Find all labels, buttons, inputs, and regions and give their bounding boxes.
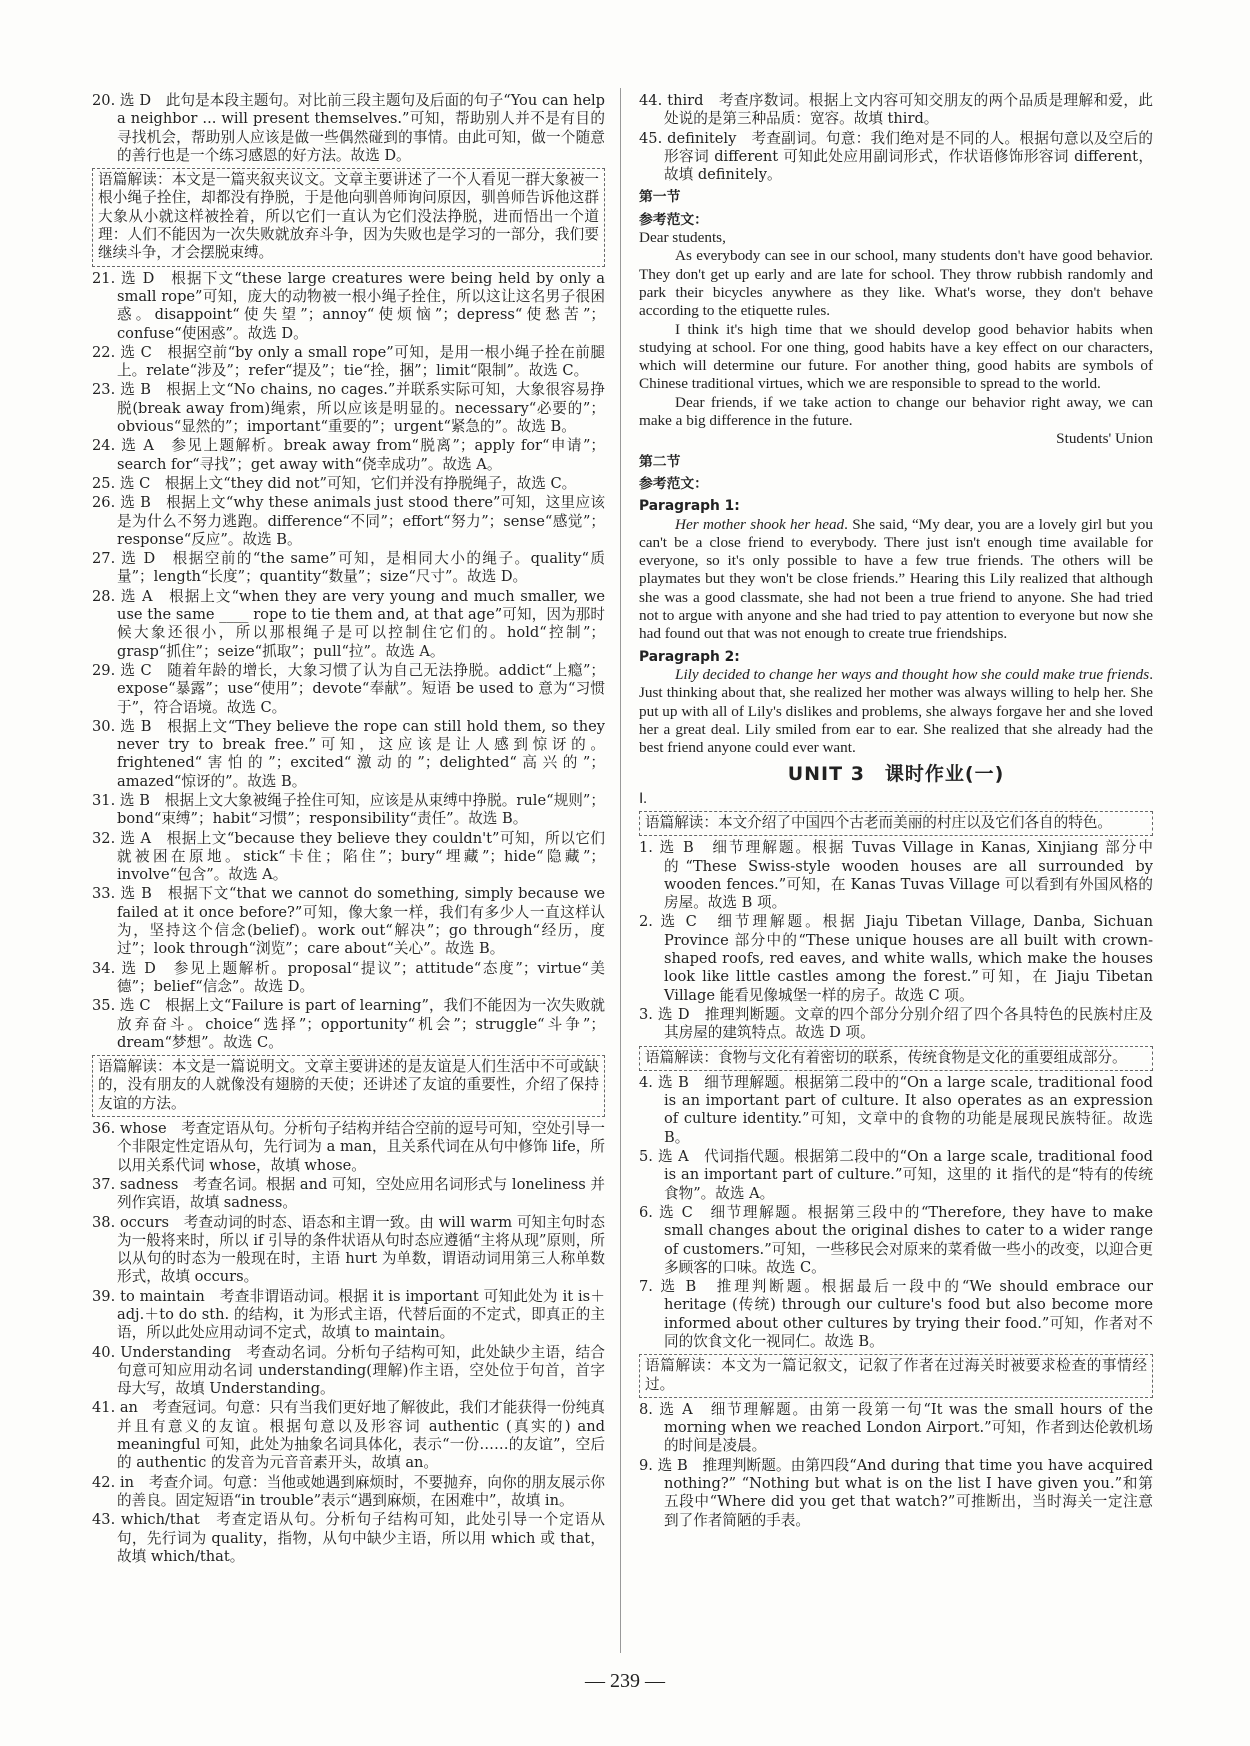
answer-list-36-43: [92, 1120, 605, 1566]
answer-item: 24. 选 A 参见上题解析。break away from“脱离”；apply for“申请”；search for“寻找”；get away with“侥幸成功”。故选 A。: [92, 437, 605, 473]
passage-analysis-box: 语篇解读：本文是一篇夹叙夹议文。文章主要讲述了一个人看见一群大象被一根小绳子拴住，却都没有挣脱，于是他向驯兽师询问原因，驯兽师告诉他这群大象从小就这样被拴着，所以它们一直认为它们没法挣脱，进而悟出一个道理：人们不能因为一次失败就放弃斗争，因为失败也是学习的一部分，我们要继续斗争，才会摆脱束缚。: [92, 168, 605, 266]
answer-item: 5. 选 A 代词指代题。根据第二段中的“On a large scale, traditional food is an important part of culture.”可知，这里的 it 指代的是“特有的传统食物”。故选 A。: [639, 1148, 1153, 1202]
answer-item: 21. 选 D 根据下文“these large creatures were being held by only a small rope”可知，庞大的动物被一根小绳子拴住，所以这让这名男子很困惑。disappoint“使失望”；annoy“使烦恼”；depress“使愁苦”；confuse“使困惑”。故选 D。: [92, 269, 605, 342]
answer-item: 36. whose 考查定语从句。分析句子结构并结合空前的逗号可知，空处引导一个非限定性定语从句，先行词为 a man，且关系代词在从句中修饰 life，所以用关系代词 whose，故填 whose。: [92, 1120, 605, 1174]
answer-item: 8. 选 A 细节理解题。由第一段第一句“It was the small hours of the morning when we reached London Airport.”可知，作者到达伦敦机场的时间是凌晨。: [639, 1400, 1153, 1455]
answer-item: 35. 选 C 根据上文“Failure is part of learning”，我们不能因为一次失败就放弃奋斗。choice“选择”；opportunity“机会”；struggle“斗争”；dream“梦想”。故选 C。: [92, 997, 605, 1051]
column-divider: [620, 88, 621, 1653]
page-number: — 239 —: [585, 1670, 665, 1692]
essay-salutation: Dear students,: [639, 229, 726, 247]
answer-item: 7. 选 B 推理判断题。根据最后一段中的“We should embrace our heritage (传统) through our culture's food but also become more informed about other cultures by trying their food.”可知，作者对不同的饮食文化一视同仁。故选 B。: [639, 1278, 1153, 1350]
paragraph-lead-sentence: Her mother shook her head: [675, 515, 845, 533]
answer-item: 29. 选 C 随着年龄的增长，大象习惯了认为自己无法挣脱。addict“上瘾”；expose“暴露”；use“使用”；devote“奉献”。短语 be used to 意为“习惯于”，符合语境。故选 C。: [92, 661, 605, 716]
right-column: [639, 92, 1153, 1531]
continuation-paragraph-2: [639, 666, 1153, 757]
answer-item: 42. in 考查介词。句意：当他或她遇到麻烦时，不要抛弃，向你的朋友展示你的善良。固定短语“in trouble”表示“遇到麻烦，在困难中”，故填 in。: [92, 1473, 605, 1509]
answer-item: 32. 选 A 根据上文“because they believe they couldn't”可知，所以它们就被困在原地。stick“卡住；陷住”；bury“埋藏”；hide“隐藏”；involve“包含”。故选 A。: [92, 829, 605, 884]
unit-title: UNIT 3 课时作业(一): [787, 763, 1005, 786]
answer-item: 38. occurs 考查动词的时态、语态和主谓一致。由 will warm 可知主句时态为一般将来时，所以 if 引导的条件状语从句时态应遵循“主将从现”原则，所以从句的时态为一般现在时，主语 hurt 为单数，谓语动词用第三人称单数形式，故填 occurs。: [92, 1213, 605, 1286]
answer-item: 30. 选 B 根据上文“They believe the rope can still hold them, so they never try to break free.”可知，这应该是让人感到惊讶的。frightened“害怕的”；excited“激动的”；delighted“高兴的”；amazed“惊讶的”。故选 B。: [92, 717, 605, 790]
section-subheading: 参考范文：: [639, 211, 708, 228]
answer-item: 33. 选 B 根据下文“that we cannot do something, simply because we failed at it once before?”可知，像大象一样，我们有多少人一直这样认为，坚持这个信念(belief)。work out“解决”；go through“经历，度过”；look through“浏览”；care about“关心”。故选 B。: [92, 885, 605, 958]
left-column: [92, 92, 605, 1567]
answer-item: 23. 选 B 根据上文“No chains, no cages.”并联系实际可知，大象很容易挣脱(break away from)绳索，所以应该是明显的。necessary“必要的”；obvious“显然的”；important“重要的”；urgent“紧急的”。故选 B。: [92, 381, 605, 436]
passage-analysis-box: 语篇解读：本文是一篇说明文。文章主要讲述的是友谊是人们生活中不可或缺的，没有朋友的人就像没有翅膀的天使；还讲述了友谊的重要性，介绍了保持友谊的方法。: [92, 1055, 605, 1117]
section-heading: 第二节: [639, 453, 681, 470]
answer-item: 22. 选 C 根据空前“by only a small rope”可知，是用一根小绳子拴在前腿上。relate“涉及”；refer“提及”；tie“拴，捆”；limit“限制”。故选 C。: [92, 343, 605, 380]
answer-item: 25. 选 C 根据上文“they did not”可知，它们并没有挣脱绳子，故选 C。: [92, 474, 577, 492]
paragraph-label: Paragraph 2:: [639, 648, 740, 665]
essay-paragraph: Dear friends, if we take action to change our behavior right away, we can make a big difference in the future.: [639, 393, 1153, 430]
paragraph-body: . She said, “My dear, you are a lovely girl but you can't be a close friend to everybody. There just isn't enough time available for everyone, so it's only possible to have a few true friends. The others will be playmates but they won't be close friends.” Hearing this Lily realized that although she was a good classmate, she had not been a true friend to anyone. She had tried not to argue with anyone and she had tried to pay attention to everyone but now she had found out that was not enough to create true friendships.: [639, 515, 1153, 643]
answer-item: 43. which/that 考查定语从句。分析句子结构可知，此处引导一个定语从句，先行词为 quality，指物，从句中缺少主语，所以用 which 或 that，故填 which/that。: [92, 1511, 605, 1565]
section-subheading: 参考范文：: [639, 475, 708, 492]
answer-item: 26. 选 B 根据上文“why these animals just stood there”可知，这里应该是为什么不努力逃跑。difference“不同”；effort“努力”；sense“感觉”；response“反应”。故选 B。: [92, 494, 605, 548]
part-number: Ⅰ.: [639, 790, 647, 807]
passage-analysis-box: 语篇解读：本文介绍了中国四个古老而美丽的村庄以及它们各自的特色。: [639, 811, 1153, 836]
answer-item: 2. 选 C 细节理解题。根据 Jiaju Tibetan Village, Danba, Sichuan Province 部分中的“These unique houses are all built with crown-shaped roofs, red eaves, and white walls, which make the houses look like little castles among the forest.”可知，在 Jiaju Tibetan Village 能看见像城堡一样的房子。故选 C 项。: [639, 913, 1153, 1004]
paragraph-lead-sentence: Lily decided to change her ways and thought how she could make true friends: [675, 665, 1150, 683]
answer-item: 27. 选 D 根据空前的“the same”可知，是相同大小的绳子。quality“质量”；length“长度”；quantity“数量”；size“尺寸”。故选 D。: [92, 550, 605, 586]
answer-item: 44. third 考查序数词。根据上文内容可知交朋友的两个品质是理解和爱，此处说的是第三种品质：宽容。故填 third。: [639, 92, 1153, 128]
essay-signature: Students' Union: [1056, 430, 1153, 448]
passage-analysis-box: 语篇解读：本文为一篇记叙文，记叙了作者在过海关时被要求检查的事情经过。: [639, 1354, 1153, 1398]
paragraph-label: Paragraph 1:: [639, 498, 740, 515]
essay-paragraph: As everybody can see in our school, many students don't have good behavior. They don't get up early and are late for school. They throw rubbish randomly and park their bicycles anywhere as they like. What's worse, they don't behave according to the etiquette rules.: [639, 247, 1153, 320]
answer-item: 28. 选 A 根据上文“when they are very young and much smaller, we use the same ____ rope to tie them and, at that age”可知，因为那时候大象还很小，所以那根绳子是可以控制住它们的。hold“控制”；grasp“抓住”；seize“抓取”；pull“拉”。故选 A。: [92, 587, 605, 660]
answer-item-20: 20. 选 D 此句是本段主题句。对比前三段主题句及后面的句子“You can help a neighbor ... will present themselves.”可知，帮助别人并不是有目的寻找机会，帮助别人应该是做一些偶然碰到的事情。由此可知，做一个随意的善行也是一个练习感恩的好方法。故选 D。: [92, 92, 605, 164]
answer-item: 45. definitely 考查副词。句意：我们绝对是不同的人。根据句意以及空后的形容词 different 可知此处应用副词形式，作状语修饰形容词 different，故填 definitely。: [639, 129, 1153, 184]
section-heading: 第一节: [639, 189, 681, 206]
paragraph-body: . Just thinking about that, she realized her mother was always willing to help her. She put up with all of Lily's dislikes and problems, she always forgave her and she loved her a great deal. Lily smiled from ear to ear. She realized that she already had the best friend anyone could ever want.: [639, 665, 1153, 757]
answer-item: 41. an 考查冠词。句意：只有当我们更好地了解彼此，我们才能获得一份纯真并且有意义的友谊。根据句意以及形容词 authentic (真实的) and meaningful 可知，此处为抽象名词具体化，表示“一份……的友谊”，空后的 authentic 的发音为元音音素开头，故填 an。: [92, 1399, 605, 1472]
answer-item: 34. 选 D 参见上题解析。proposal“提议”；attitude“态度”；virtue“美德”；belief“信念”。故选 D。: [92, 959, 605, 995]
answer-item: 3. 选 D 推理判断题。文章的四个部分分别介绍了四个各具特色的民族村庄及其房屋的建筑特点。故选 D 项。: [639, 1005, 1153, 1042]
answer-item: 37. sadness 考查名词。根据 and 可知，空处应用名词形式与 loneliness 并列作宾语，故填 sadness。: [92, 1175, 605, 1212]
answer-item: 31. 选 B 根据上文大象被绳子拴住可知，应该是从束缚中挣脱。rule“规则”；bond“束缚”；habit“习惯”；responsibility“责任”。故选 B。: [92, 791, 605, 828]
continuation-paragraph-1: [639, 516, 1153, 644]
answer-item: 6. 选 C 细节理解题。根据第三段中的“Therefore, they have to make small changes about the original dishes to cater to a wider range of customers.”可知，一些移民会对原来的菜肴做一些小的改变，以迎合更多顾客的口味。故选 C。: [639, 1203, 1153, 1276]
answer-list-21-35: [92, 270, 605, 1052]
answer-item: 40. Understanding 考查动名词。分析句子结构可知，此处缺少主语，结合句意可知应用动名词 understanding(理解)作主语，空处位于句首，首字母大写，故填 Understanding。: [92, 1343, 605, 1398]
essay-paragraph: I think it's high time that we should develop good behavior habits when studying at school. For one thing, good habits have a key effect on our characters, which will determine our future. For another thing, good habits are symbols of Chinese traditional virtues, which we are responsible to spread to the world.: [639, 320, 1153, 393]
answer-item: 39. to maintain 考查非谓语动词。根据 it is important 可知此处为 it is＋adj.＋to do sth. 的结构，it 为形式主语，代替后面的不定式，即真正的主语，所以此处应用动词不定式，故填 to maintain。: [92, 1287, 605, 1342]
answer-item: 9. 选 B 推理判断题。由第四段“And during that time you have acquired nothing?” “Nothing but what is on the list I have given you.”和第五段中“Where did you get that watch?”可推断出，当时海关一定注意到了作者简陋的手表。: [639, 1456, 1153, 1529]
answer-item: 4. 选 B 细节理解题。根据第二段中的“On a large scale, traditional food is an important part of culture. It also operates as an expression of culture identity.”可知，文章中的食物的功能是展现民族特征。故选 B。: [639, 1073, 1153, 1146]
passage-analysis-box: 语篇解读：食物与文化有着密切的联系，传统食物是文化的重要组成部分。: [639, 1046, 1153, 1071]
answer-item: 1. 选 B 细节理解题。根据 Tuvas Village in Kanas, Xinjiang 部分中的“These Swiss-style wooden houses are all surrounded by wooden fences.”可知，在 Kanas Tuvas Village 可以看到有外国风格的房屋。故选 B 项。: [639, 839, 1153, 912]
